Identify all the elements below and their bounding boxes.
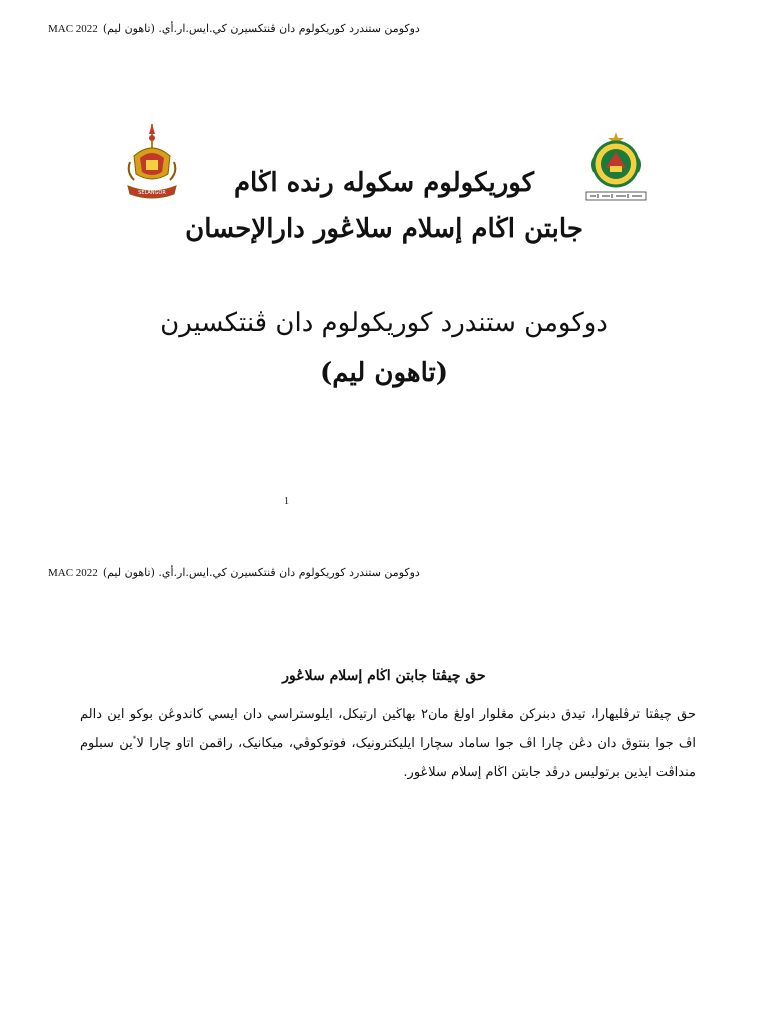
header-date: MAC 2022 <box>48 566 98 579</box>
copyright-page <box>0 540 768 1024</box>
copyright-body: حق چيڤتا ترڤليهارا، تيدق دبنركن مڠلوار اولڠ مان٢ بهاڬين ارتيکل، ايلوستراسي دان ايسي كاندوڠن بوكو اين دالم اڤ جوا بنتوق دان دڠن چارا اڤ جوا ساماد سچارا ايليکترونيک، فوتوكوڤي، ميكانيک، راقمن اتاو چارا لاٴين سبلوم منداڤت ايذين برتوليس درڤد جابتن اڬام إسلام سلاڠور. <box>80 707 696 780</box>
copyright-heading: حق چيڤتا جابتن اڬام إسلام سلاڠور <box>282 668 486 684</box>
header-date: MAC 2022 <box>48 22 98 35</box>
department-title: جابتن اڬام إسلام سلاڠور دارالإحسان <box>185 214 583 244</box>
running-header <box>48 22 420 35</box>
header-title: دوكومن ستندرد كوريكولوم دان ڤنتكسيرن كي.ايس.ار.أي. (تاهون ليم) <box>102 22 420 35</box>
document-year: (تاهون ليم) <box>319 358 449 388</box>
running-header <box>48 566 420 579</box>
document-title: دوكومن ستندرد كوريكولوم دان ڤنتكسيرن <box>160 308 608 338</box>
svg-text:SELANGOR: SELANGOR <box>138 190 166 196</box>
page-number: 1 <box>284 496 289 507</box>
curriculum-title: كوريكولوم سكوله رنده اڬام <box>233 168 535 198</box>
header-title: دوكومن ستندرد كوريكولوم دان ڤنتكسيرن كي.ايس.ار.أي. (تاهون ليم) <box>102 566 420 579</box>
